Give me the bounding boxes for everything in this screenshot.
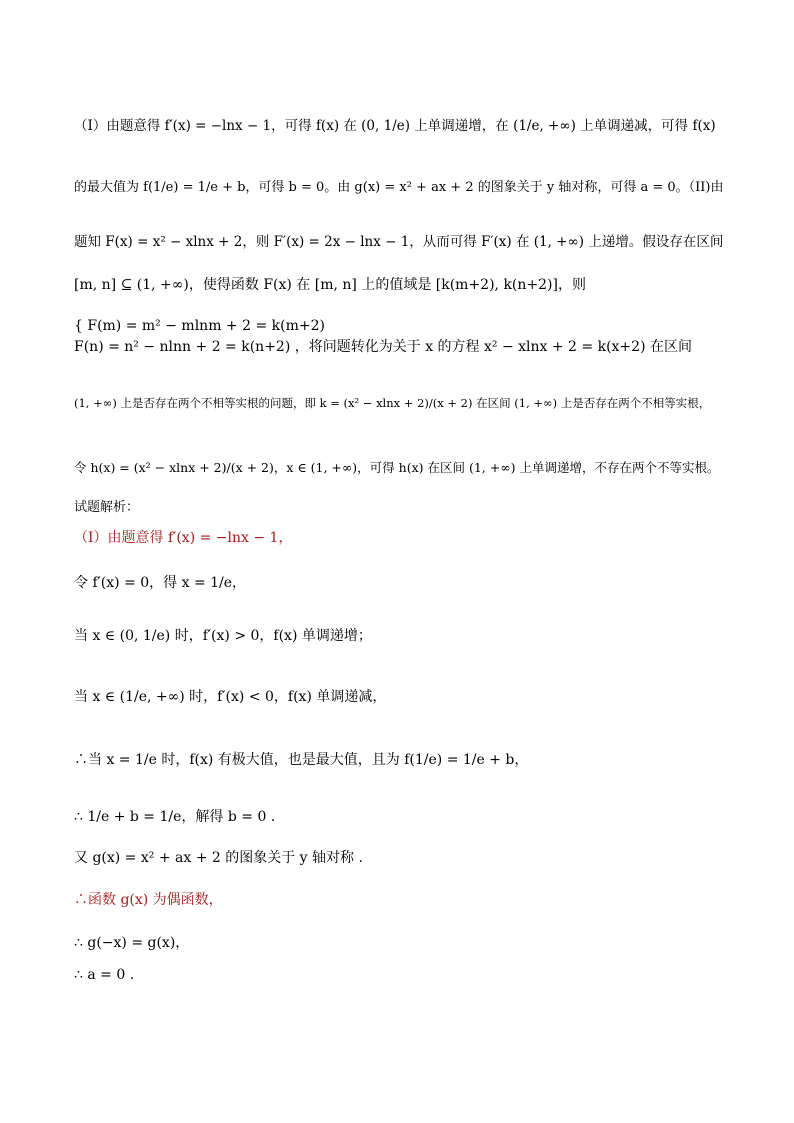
analysis-line-5: ∴当 x = 1/e 时，f(x) 有极大值，也是最大值，且为 f(1/e) = 1/e + b， [74, 752, 529, 768]
analysis-line-9: ∴ g(−x) = g(x)， [74, 935, 190, 951]
analysis-line-6: ∴ 1/e + b = 1/e，解得 b = 0 . [74, 809, 276, 825]
analysis-line-1: （I）由题意得 f′(x) = −lnx − 1， [74, 530, 293, 546]
analysis-line-10: ∴ a = 0 . [74, 967, 135, 983]
analysis-heading: 试题解析： [74, 500, 140, 515]
analysis-line-7: 又 g(x) = x² + ax + 2 的图象关于 y 轴对称 . [74, 850, 363, 866]
overview-line-5: { F(m) = m² − mlnm + 2 = k(m+2) [74, 318, 325, 334]
overview-line-4: [m, n] ⊆ (1, +∞)，使得函数 F(x) 在 [m, n] 上的值域是 [k(m+2), k(n+2)]，则 [74, 277, 586, 293]
analysis-line-4: 当 x ∈ (1/e, +∞) 时，f′(x) < 0，f(x) 单调递减， [74, 689, 387, 705]
analysis-line-3: 当 x ∈ (0, 1/e) 时，f′(x) > 0，f(x) 单调递增； [74, 628, 372, 644]
overview-line-7: (1, +∞) 上是否存在两个不相等实根的问题，即 k = (x² − xlnx + 2)/(x + 2) 在区间 (1, +∞) 上是否存在两个不相等实根， [74, 396, 711, 410]
overview-line-3: 题知 F(x) = x² − xlnx + 2，则 F′(x) = 2x − lnx − 1，从而可得 F′(x) 在 (1, +∞) 上递增。假设存在区间 [74, 234, 724, 250]
overview-line-2: 的最大值为 f(1/e) = 1/e + b，可得 b = 0。由 g(x) = x² + ax + 2 的图象关于 y 轴对称，可得 a = 0。（II)由 [74, 180, 724, 195]
overview-line-6: F(n) = n² − nlnn + 2 = k(n+2) ，将问题转化为关于 x 的方程 x² − xlnx + 2 = k(x+2) 在区间 [74, 339, 692, 355]
analysis-line-2: 令 f′(x) = 0，得 x = 1/e， [74, 575, 247, 591]
overview-line-1: （I）由题意得 f′(x) = −lnx − 1，可得 f(x) 在 (0, 1/e) 上单调递增，在 (1/e, +∞) 上单调递减，可得 f(x) [74, 118, 716, 134]
analysis-line-8: ∴函数 g(x) 为偶函数， [74, 892, 223, 908]
overview-line-8: 令 h(x) = (x² − xlnx + 2)/(x + 2)，x ∈ (1, +∞)，可得 h(x) 在区间 (1, +∞) 上单调递增，不存在两个不等实根。 [74, 460, 720, 475]
